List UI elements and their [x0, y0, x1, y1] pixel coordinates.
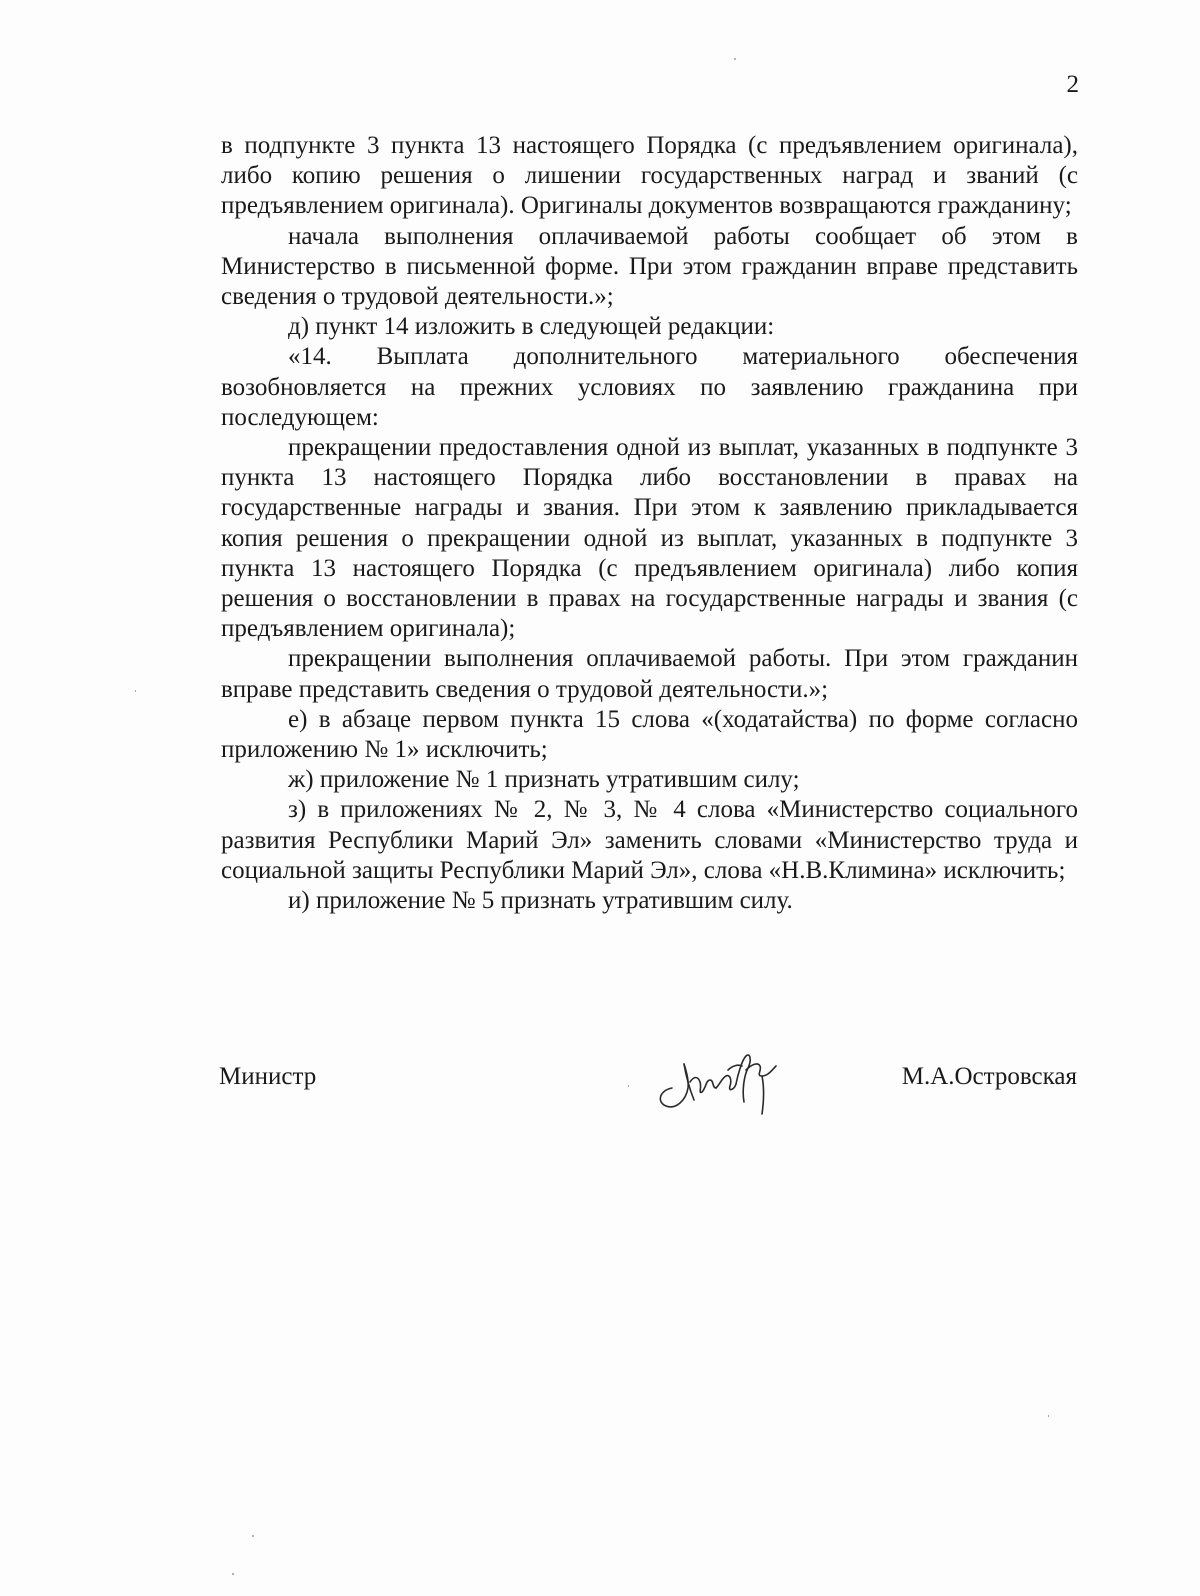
- signature-block: [219, 1048, 1077, 1118]
- page-number: 2: [1066, 71, 1079, 98]
- scan-speck: [628, 1085, 629, 1087]
- paragraph-3: д) пункт 14 изложить в следующей редакции:: [288, 313, 775, 341]
- paragraph-1: в подпункте 3 пункта 13 настоящего Порядка (с предъявлением оригинала), либо копию решения о лишении государственных наград и званий (с предъявлением оригинала). Оригиналы документов возвращаются гражданину;: [221, 132, 1078, 220]
- scan-speck: [232, 1573, 234, 1575]
- paragraph-5: прекращении предоставления одной из выплат, указанных в подпункте 3 пункта 13 настоящего Порядка либо восстановлении в правах на государственные награды и звания. При этом к заявлению прикладывается копия решения о прекращении одной из выплат, указанных в подпункте 3 пункта 13 настоящего Порядка (с предъявлением оригинала) либо копия решения о восстановлении в правах на государственные награды и звания (с предъявлением оригинала);: [221, 434, 1078, 643]
- scan-speck: [1048, 1415, 1049, 1417]
- scan-speck: [734, 58, 736, 60]
- paragraph-10: и) приложение № 5 признать утратившим силу.: [288, 887, 793, 915]
- paragraph-9: з) в приложениях № 2, № 3, № 4 слова «Министерство социального развития Республики Марий Эл» заменить словами «Министерство труда и социальной защиты Республики Марий Эл», слова «Н.В.Климина» исключить;: [221, 796, 1078, 884]
- signatory-title: Министр: [219, 1063, 317, 1090]
- scan-speck: [252, 1535, 254, 1537]
- signatory-name: М.А.Островская: [901, 1063, 1077, 1090]
- paragraph-6: прекращении выполнения оплачиваемой работы. При этом гражданин вправе представить сведения о трудовой деятельности.»;: [221, 645, 1078, 703]
- paragraph-2: начала выполнения оплачиваемой работы сообщает об этом в Министерство в письменной форме. При этом гражданин вправе представить сведения о трудовой деятельности.»;: [221, 222, 1078, 311]
- paragraph-7: е) в абзаце первом пункта 15 слова «(ходатайства) по форме согласно приложению № 1» исключить;: [221, 705, 1078, 764]
- paragraph-8: ж) приложение № 1 признать утратившим силу;: [288, 766, 800, 794]
- document-body: [221, 131, 1078, 916]
- paragraph-4: «14. Выплата дополнительного материального обеспечения возобновляется на прежних условиях по заявлению гражданина при последующем:: [221, 343, 1078, 431]
- scan-speck: [135, 690, 136, 692]
- handwritten-signature: [642, 1030, 792, 1125]
